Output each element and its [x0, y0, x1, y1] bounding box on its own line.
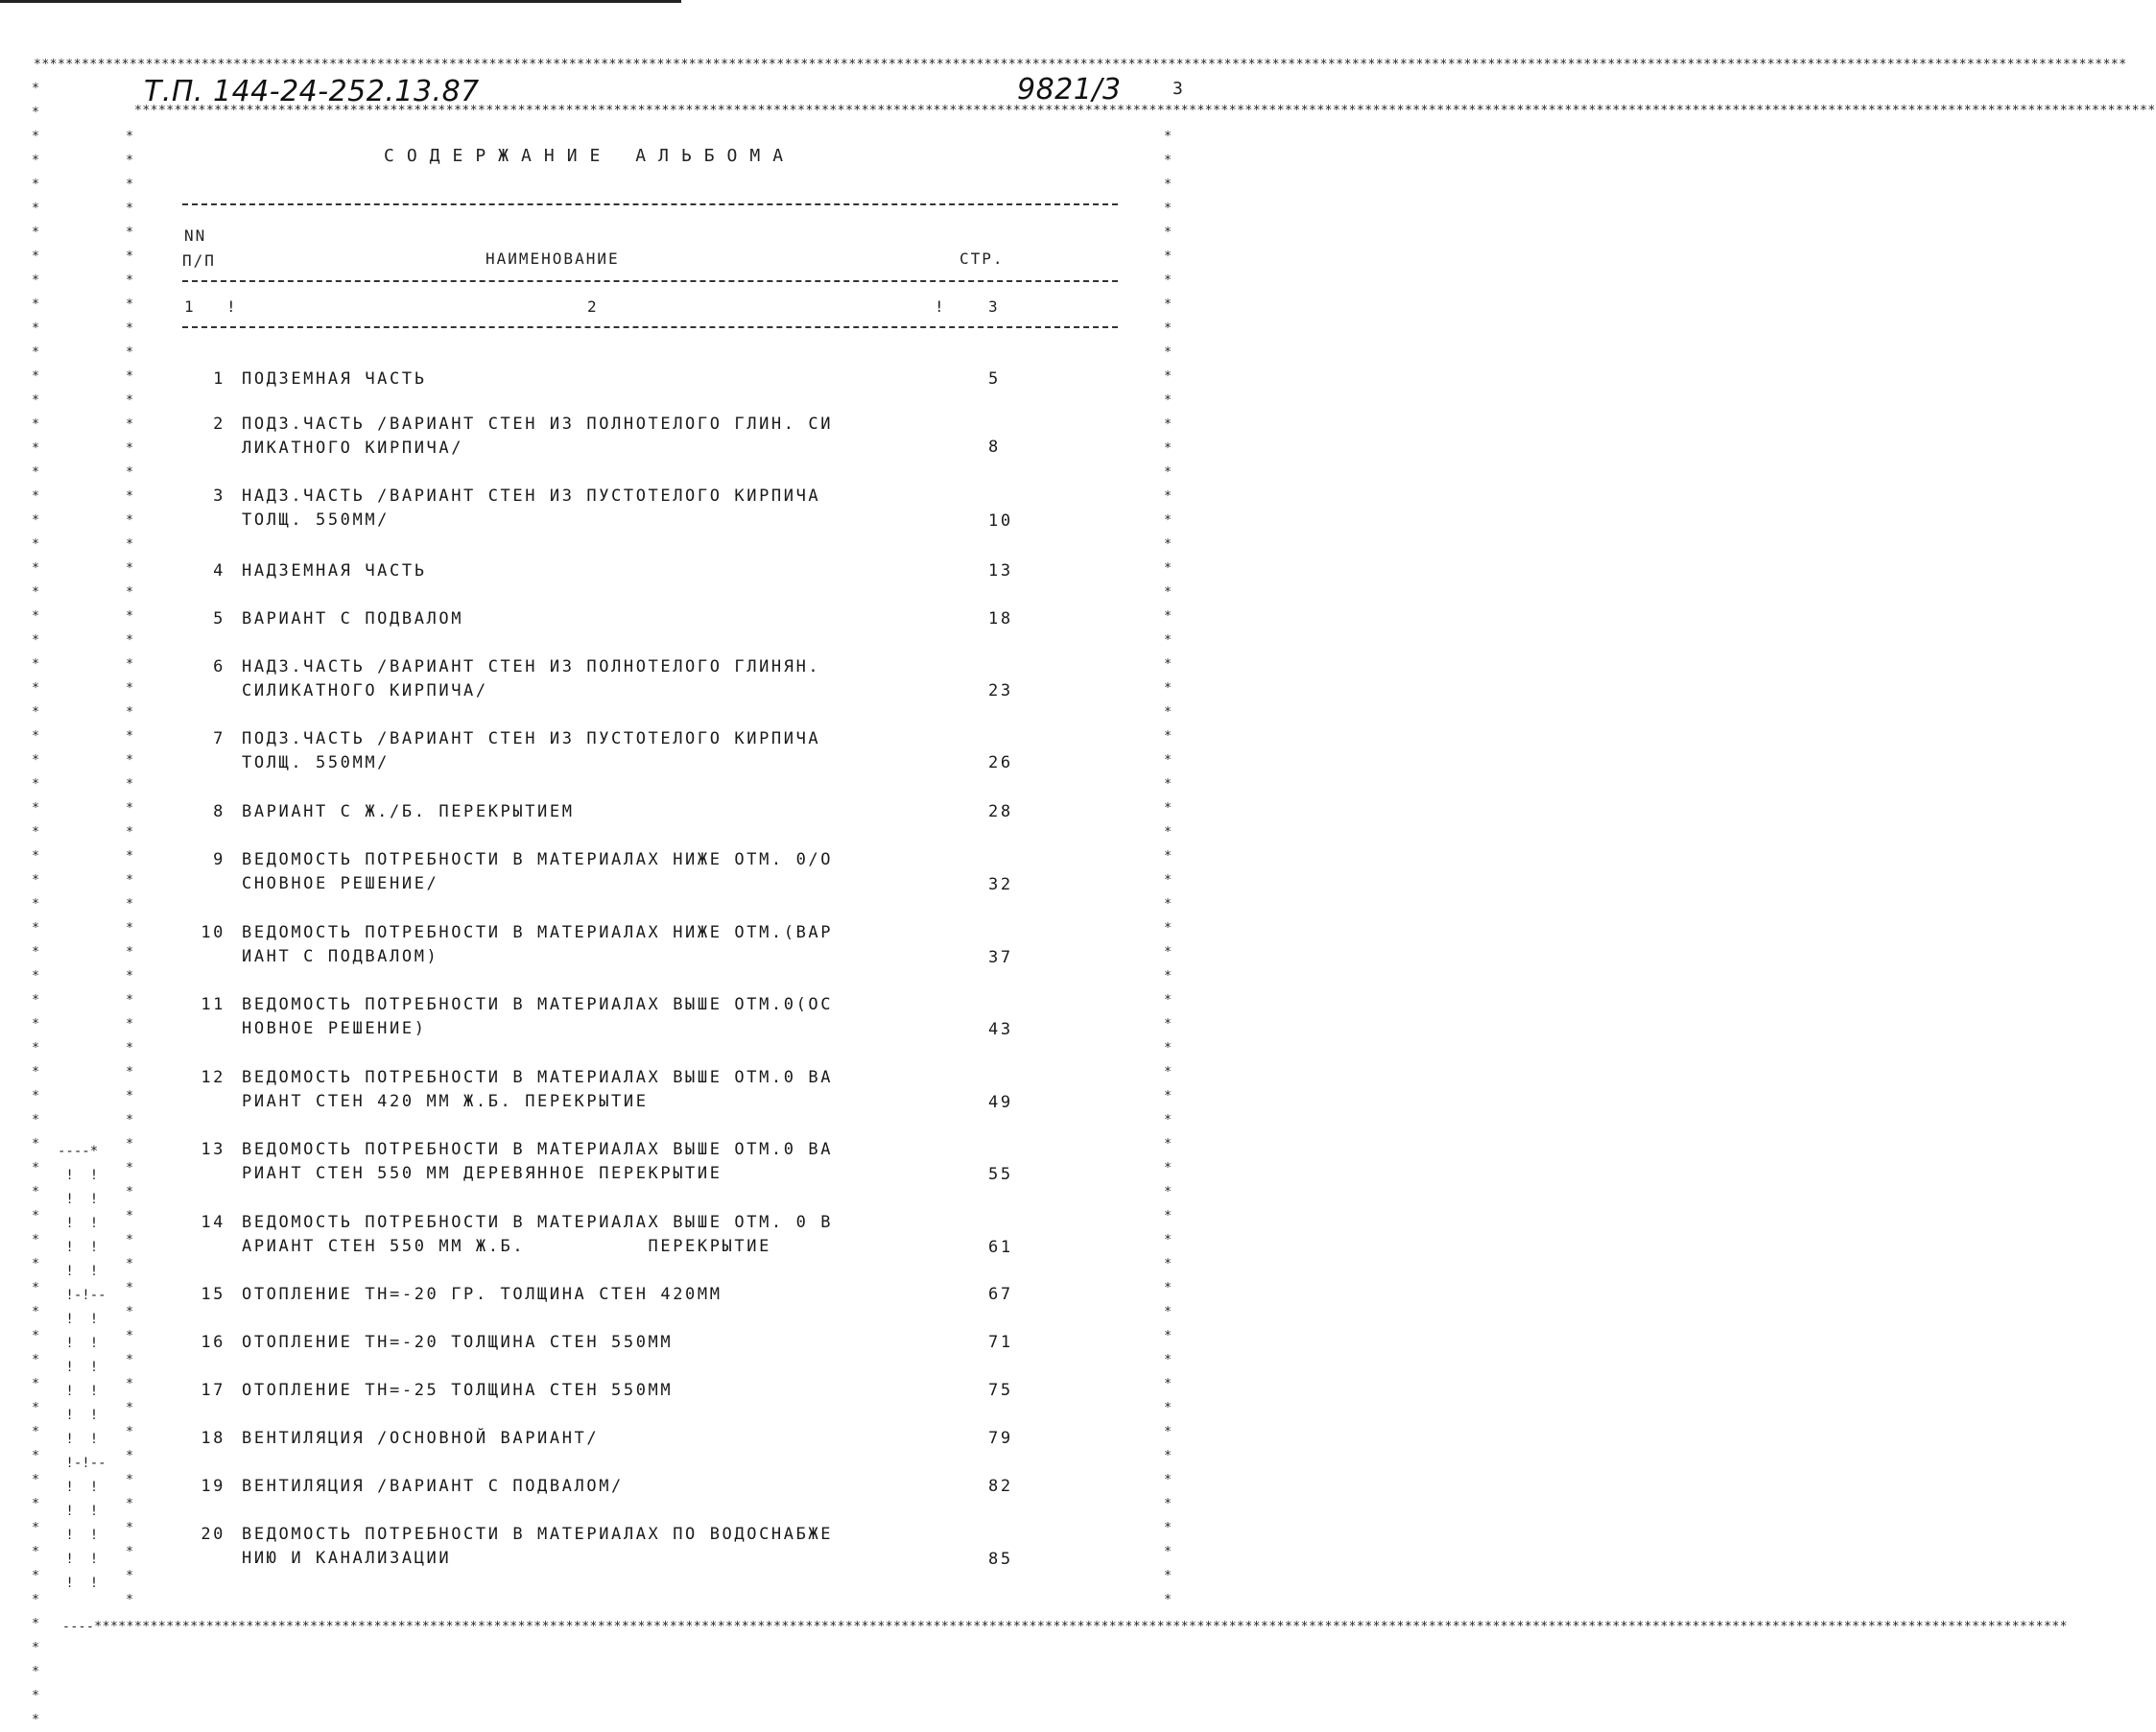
column-index-1: 1 [184, 297, 196, 316]
header-rule-bottom [182, 326, 1118, 328]
column-nn-label: NN [184, 226, 207, 245]
top-star-border: ********************************************************************************************************************************************************************************************************************************************************************** [34, 58, 2127, 72]
header-rule-top [182, 203, 1118, 205]
document-code: Т.П. 144-24-252.13.87 [144, 75, 480, 108]
document-page: ********************************************************************************************************************************************************************************************************************************************************************** ************************************************************************************************************************************************************************************************************************************************************* ----******************************************************************************************************************************************************************************************************************************************************* * * * * * * * * * * * * * * * * * * * * * * * * * * * * * * * * * * * * * * * * * * * * * * * * * * * * * * * * * * * * * * * * * * * * * * * * * * * * * * * * * * * * * * * * * * * * * * * * * * * * * * * * * * * * * * * * * * * * * * * * * * * * * * * * * * * * * * * * * * * * * * * * * * * * * * * * * * * * * * * * * * * * * * * * * * * * * * * * * * * * * * * * * * * * * * * * * ----* ! ! ! ! ! ! ! ! ! ! !-!-- ! ! ! ! ! ! ! ! ! ! ! ! !-!-- ! ! ! ! ! ! ! ! ! ! Т.П. 144-24-252.13.87 9821/3 3 СОДЕРЖАНИЕ АЛЬБОМА NN П/П НАИМЕНОВАНИЕ СТР. 1 ! 2 ! 3 1 ПОДЗЕМНАЯ ЧАСТЬ 5 2 ПОДЗ.ЧАСТЬ /ВАРИАНТ СТЕН ИЗ ПОЛНОТЕЛОГО ГЛИН. СИ ЛИКАТНОГО КИРПИЧА/ 8 3 НАДЗ.ЧАСТЬ /ВАРИАНТ СТЕН ИЗ ПУСТОТЕЛОГО КИРПИЧА ТОЛЩ. 550ММ/ 10 4 НАДЗЕМНАЯ ЧАСТЬ 13 5 ВАРИАНТ С ПОДВАЛОМ 18 6 НАДЗ.ЧАСТЬ /ВАРИАНТ СТЕН ИЗ ПОЛНОТЕЛОГО ГЛИНЯН. СИЛИКАТНОГО КИРПИЧА/ 23 7 ПОДЗ.ЧАСТЬ /ВАРИАНТ СТЕН ИЗ ПУСТОТЕЛОГО КИРПИЧА ТОЛЩ. 550ММ/ 26 8 ВАРИАНТ С Ж./Б. ПЕРЕКРЫТИЕМ 28 9 ВЕДОМОСТЬ ПОТРЕБНОСТИ В МАТЕРИАЛАХ НИЖЕ ОТМ. 0/О СНОВНОЕ РЕШЕНИЕ/ 32 10 ВЕДОМОСТЬ ПОТРЕБНОСТИ В МАТЕРИАЛАХ НИЖЕ ОТМ.(ВАР ИАНТ С ПОДВАЛОМ) 37 11 ВЕДОМОСТЬ ПОТРЕБНОСТИ В МАТЕРИАЛАХ ВЫШЕ ОТМ.0(ОС НОВНОЕ РЕШЕНИЕ) 43 12 ВЕДОМОСТЬ ПОТРЕБНОСТИ В МАТЕРИАЛАХ ВЫШЕ ОТМ.0 ВА РИАНТ СТЕН 420 ММ Ж.Б. ПЕРЕКРЫТИЕ 49 13 ВЕДОМОСТЬ ПОТРЕБНОСТИ В МАТЕРИАЛАХ ВЫШЕ ОТМ.0 ВА РИАНТ СТЕН 550 ММ ДЕРЕВЯННОЕ ПЕРЕКРЫТИЕ 55 14 ВЕДОМОСТЬ ПОТРЕБНОСТИ В МАТЕРИАЛАХ ВЫШЕ ОТМ. 0 В АРИАНТ СТЕН 550 ММ Ж.Б. ПЕРЕКРЫТИЕ 61 15 ОТОПЛЕНИЕ ТН=-20 ГР. ТОЛЩИНА СТЕН 420ММ 67 16 ОТОПЛЕНИЕ ТН=-20 ТОЛЩИНА СТЕН 550ММ 71 17 ОТОПЛЕНИЕ ТН=-25 ТОЛЩИНА СТЕН 550ММ 75 18 ВЕНТИЛЯЦИЯ /ОСНОВНОЙ ВАРИАНТ/ 79 19 ВЕНТИЛЯЦИЯ /ВАРИАНТ С ПОДВАЛОМ/ 82 20 ВЕДОМОСТЬ ПОТРЕБНОСТИ В МАТЕРИАЛАХ ПО ВОДОСНАБЖЕ НИЮ И КАНАЛИЗАЦИИ 85 [0, 0, 1190, 1699]
column-separator-2: ! [935, 297, 946, 316]
header-rule-middle [182, 280, 1118, 282]
left-inner-star-column: * * * * * * * * * * * * * * * * * * * * * * * * * * * * * * * * * * * * * * * * * * * * * * * * * * * * * * * * * * * * * * [126, 130, 133, 1607]
column-index-2: 2 [587, 297, 599, 316]
page-number: 3 [1173, 79, 1185, 99]
column-name-label: НАИМЕНОВАНИЕ [486, 249, 620, 268]
column-pp-label: П/П [182, 251, 216, 270]
header-star-rule: ************************************************************************************************************************************************************************************************************************************************************* [134, 104, 2156, 118]
column-page-label: СТР. [960, 249, 1005, 268]
right-star-column: * * * * * * * * * * * * * * * * * * * * * * * * * * * * * * * * * * * * * * * * * * * * * * * * * * * * * * * * * * * * * * [1164, 130, 1172, 1607]
left-outer-star-column: * * * * * * * * * * * * * * * * * * * * * * * * * * * * * * * * * * * * * * * * * * * * * * * * * * * * * * * * * * * * * * * * * * * * * [32, 82, 39, 1727]
bottom-star-border: ----******************************************************************************************************************************************************************************************************************************************************* [62, 1620, 2068, 1634]
binding-margin-marks: ----* ! ! ! ! ! ! ! ! ! ! !-!-- ! ! ! ! ! ! ! ! ! ! ! ! !-!-- ! ! ! ! ! ! ! ! ! ! [58, 1144, 107, 1591]
scan-edge-line [0, 0, 681, 3]
column-index-3: 3 [988, 297, 1000, 316]
column-separator-1: ! [226, 297, 238, 316]
page-title: СОДЕРЖАНИЕ АЛЬБОМА [384, 146, 796, 166]
sheet-code: 9821/3 [1017, 73, 1122, 107]
